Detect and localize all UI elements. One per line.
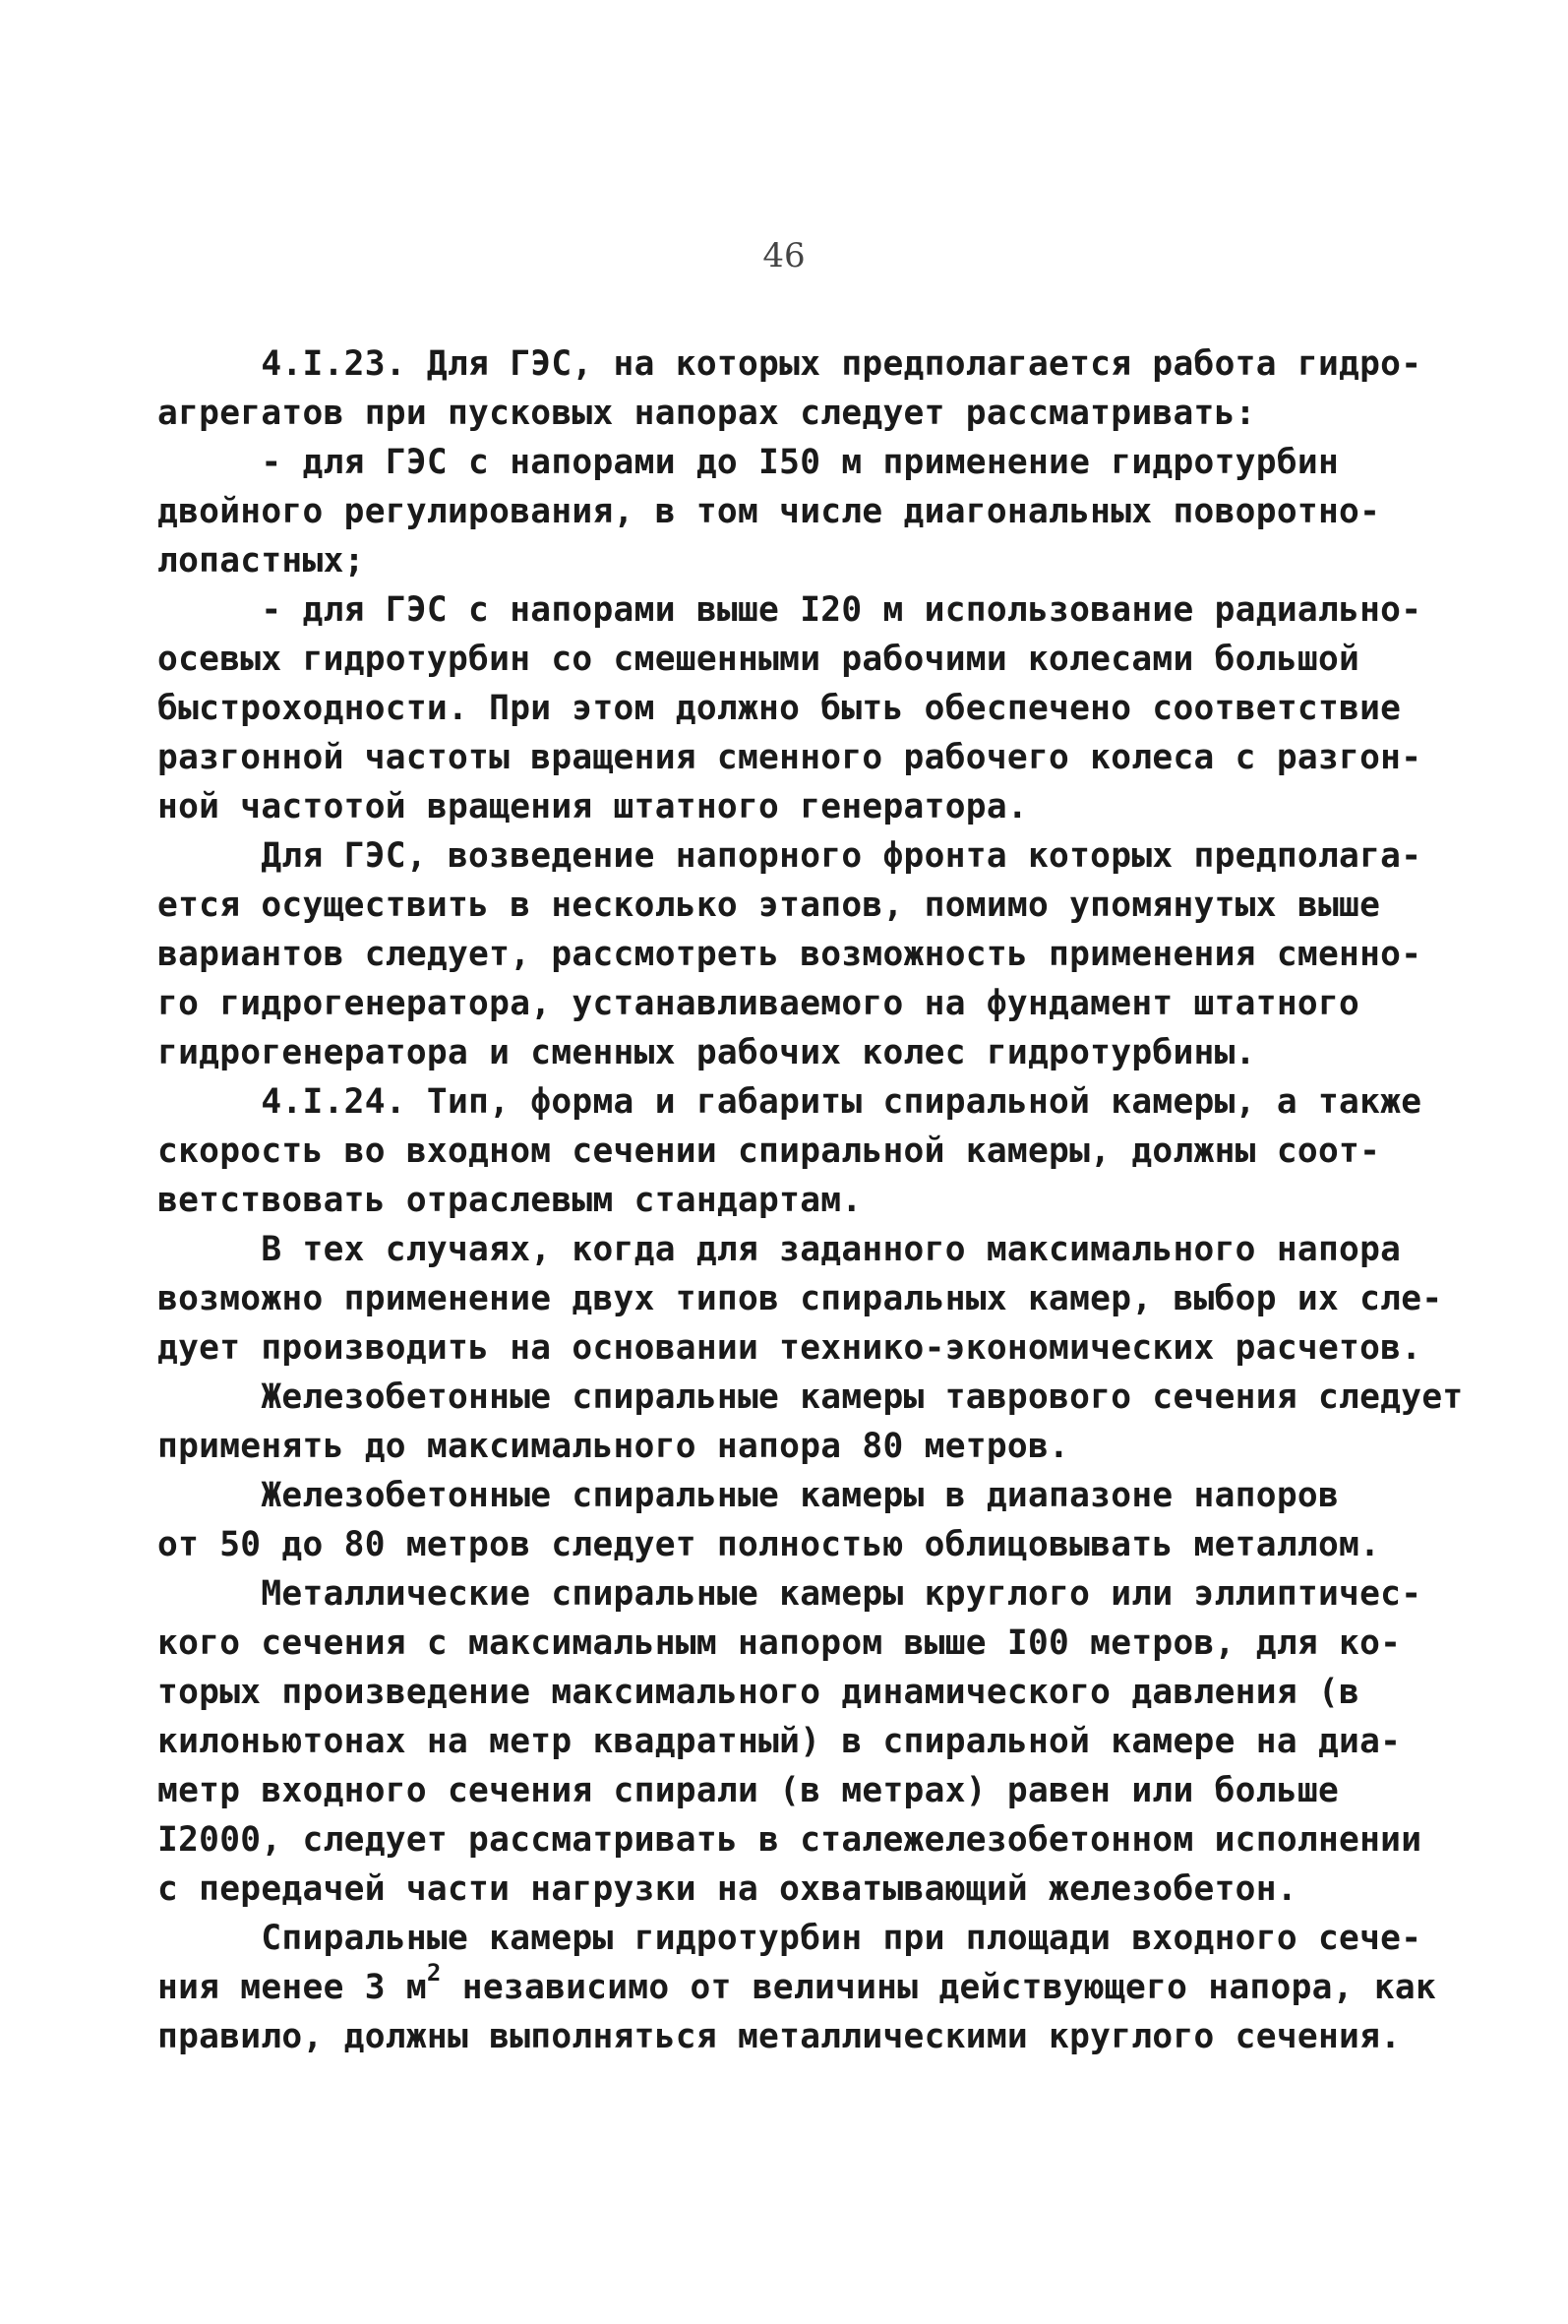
page-number: 46 (762, 236, 806, 275)
text-line: вариантов следует, рассмотреть возможность применения сменно- (157, 935, 1422, 974)
text-line: быстроходности. При этом должно быть обеспечено соответствие (157, 689, 1402, 728)
text-line: от 50 до 80 метров следует полностью облицовывать металлом. (157, 1525, 1381, 1564)
text-line: гидрогенератора и сменных рабочих колес гидротурбины. (157, 1033, 1256, 1072)
text-line: метр входного сечения спирали (в метрах) равен или больше (157, 1771, 1340, 1810)
body-text (157, 339, 1464, 2061)
text-line: I2000, следует рассматривать в сталежелезобетонном исполнении (157, 1820, 1422, 1860)
text-line: - для ГЭС с напорами выше I20 м использование радиально- (157, 590, 1422, 630)
text-line: применять до максимального напора 80 метров. (157, 1427, 1070, 1466)
text-line: правило, должны выполняться металлическими круглого сечения. (157, 2017, 1402, 2056)
text-line: 4.I.23. Для ГЭС, на которых предполагается работа гидро- (157, 344, 1422, 384)
superscript-line-after: независимо от величины действующего напора, как (441, 1968, 1437, 2007)
text-line: Для ГЭС, возведение напорного фронта которых предполага- (157, 836, 1422, 876)
text-line: Железобетонные спиральные камеры в диапазоне напоров (157, 1476, 1340, 1515)
text-line: торых произведение максимального динамического давления (в (157, 1673, 1360, 1712)
text-line: агрегатов при пусковых напорах следует рассматривать: (157, 394, 1256, 433)
text-line: Железобетонные спиральные камеры таврового сечения следует (157, 1377, 1464, 1417)
text-line: кого сечения с максимальным напором выше I00 метров, для ко- (157, 1623, 1402, 1663)
text-line: килоньютонах на метр квадратный) в спиральной камере на диа- (157, 1722, 1402, 1761)
text-line: лопастных; (157, 541, 365, 581)
text-line-with-superscript (157, 1958, 1437, 2012)
text-line: скорость во входном сечении спиральной камеры, должны соот- (157, 1131, 1381, 1171)
text-line: Спиральные камеры гидротурбин при площади входного сече- (157, 1919, 1422, 1958)
text-line: го гидрогенератора, устанавливаемого на фундамент штатного (157, 984, 1360, 1023)
superscript-line-before: ния менее 3 м (157, 1968, 427, 2007)
text-line: возможно применение двух типов спиральных камер, выбор их сле- (157, 1279, 1443, 1318)
text-line: ной частотой вращения штатного генератора. (157, 787, 1028, 826)
superscript-exponent: 2 (426, 1958, 442, 1987)
text-line: разгонной частоты вращения сменного рабочего колеса с разгон- (157, 738, 1422, 777)
text-line: дует производить на основании технико-экономических расчетов. (157, 1328, 1422, 1368)
text-line: двойного регулирования, в том числе диагональных поворотно- (157, 492, 1381, 531)
text-line: Металлические спиральные камеры круглого или эллиптичес- (157, 1574, 1422, 1614)
text-line: ется осуществить в несколько этапов, помимо упомянутых выше (157, 886, 1381, 925)
text-line: 4.I.24. Тип, форма и габариты спиральной камеры, а также (157, 1082, 1422, 1122)
text-line: ветствовать отраслевым стандартам. (157, 1181, 863, 1220)
text-line: с передачей части нагрузки на охватывающий железобетон. (157, 1869, 1297, 1909)
text-line: - для ГЭС с напорами до I50 м применение гидротурбин (157, 443, 1340, 482)
text-line: осевых гидротурбин со смешенными рабочими колесами большой (157, 640, 1360, 679)
text-line: В тех случаях, когда для заданного максимального напора (157, 1230, 1402, 1269)
